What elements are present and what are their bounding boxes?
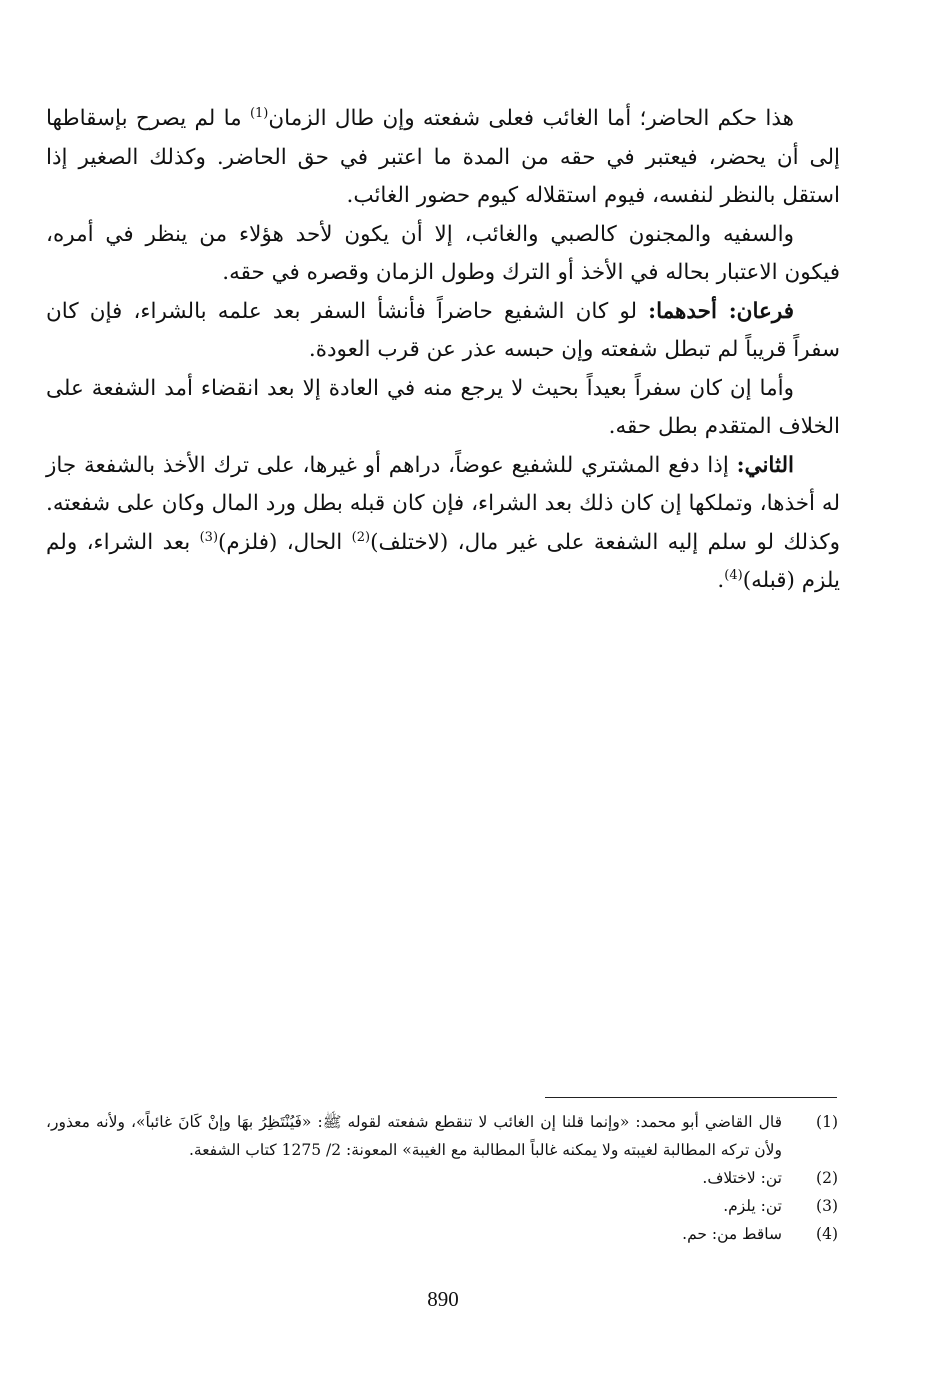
footnote-text: ساقط من: حم. <box>682 1225 782 1243</box>
footnote-ref-2: (2) <box>351 529 371 545</box>
footnote-text: تن: لاختلاف. <box>702 1169 782 1187</box>
footnote-1 <box>46 1108 840 1164</box>
footnote-ref-1: (1) <box>249 105 269 121</box>
paragraph-5-text-d: . <box>717 568 725 593</box>
page-number: 890 <box>427 1287 459 1311</box>
section-heading-second: الثاني: <box>736 452 794 478</box>
paragraph-2: والسفيه والمجنون كالصبي والغائب، إلا أن يكون لأحد هؤلاء من ينظر في أمره، فيكون الاعتبار بحاله في الأخذ أو الترك وطول الزمان وقصره في حقه. <box>46 221 840 285</box>
paragraph-5-text-b: الحال، (فلزم) <box>218 529 352 555</box>
paragraph-3-text: لو كان الشفيع حاضراً فأنشأ السفر بعد علمه بالشراء، فإن كان سفراً قريباً لم تبطل شفعته وإن حبسه عذر عن قرب العودة. <box>46 298 840 362</box>
footnote-number: (2) <box>816 1169 838 1187</box>
paragraph-4: وأما إن كان سفراً بعيداً بحيث لا يرجع منه في العادة إلا بعد انقضاء أمد الشفعة على الخلاف المتقدم بطل حقه. <box>46 375 840 439</box>
main-text <box>46 100 840 601</box>
footnote-number: (1) <box>816 1113 838 1131</box>
footnotes <box>46 1108 840 1248</box>
paragraph-5 <box>46 447 840 601</box>
footnote-3 <box>46 1192 840 1220</box>
paragraph-1-text-b: ما لم يصرح بإسقاطها إلى أن يحضر، فيعتبر في حقه من المدة ما اعتبر في حق الحاضر. وكذلك الصغير إذا استقل بالنظر لنفسه، فيوم استقلاله كيوم حضور الغائب. <box>46 106 840 208</box>
footnote-ref-4: (4) <box>724 567 743 583</box>
paragraph-1-text-a: هذا حكم الحاضر؛ أما الغائب فعلى شفعته وإن طال الزمان <box>268 106 794 131</box>
paragraph-5-text-a: إذا دفع المشتري للشفيع عوضاً، دراهم أو غيرها، على ترك الأخذ بالشفعة جاز له أخذها، وتملكها إن كان ذلك بعد الشراء، فإن كان قبله بطل ورد المال وكان على شفعته. وكذلك لو سلم إليه الشفعة على غير مال، (لاختلف) <box>46 452 840 555</box>
footnote-4 <box>46 1220 840 1248</box>
footnote-number: (4) <box>816 1225 838 1243</box>
footnote-divider <box>545 1097 837 1098</box>
footnote-text: قال القاضي أبو محمد: «وإنما قلنا إن الغائب لا تنقطع شفعته لقوله ﷺ: «فَيُنْتَظِرُ بهَا وإنْ كَانَ غائباً»، ولأنه معذور، ولأن تركه المطالبة لغيبته ولا يمكنه غالباً المطالبة مع الغيبة» المعونة: 2/ 1275 كتاب الشفعة. <box>46 1113 782 1159</box>
footnote-text: تن: يلزم. <box>723 1197 782 1215</box>
paragraph-5-text-c: بعد الشراء، ولم يلزم (قبله) <box>46 529 840 593</box>
footnote-number: (3) <box>816 1197 838 1215</box>
paragraph-3 <box>46 293 840 370</box>
footnote-ref-3: (3) <box>199 529 219 545</box>
section-heading-far-an: فرعان: أحدهما: <box>648 298 794 324</box>
paragraph-1 <box>46 100 840 216</box>
footnote-2 <box>46 1164 840 1192</box>
